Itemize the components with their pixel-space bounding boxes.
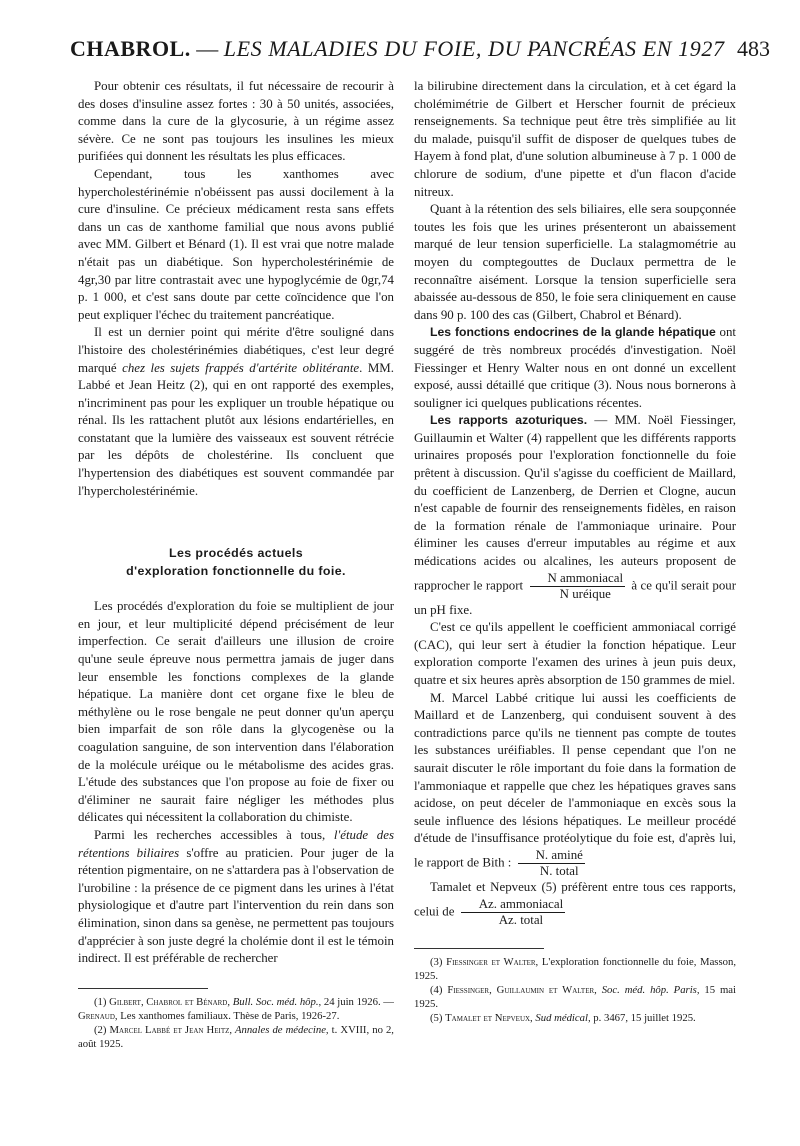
footnote — [414, 955, 736, 983]
footnote-number: (5) — [430, 1011, 446, 1024]
footnote-text: L'exploration fonctionnelle du foie, Masson, 1925. — [414, 955, 736, 982]
footnote — [414, 1011, 736, 1025]
italic-run: l'étude des rétentions biliaires — [78, 827, 394, 860]
fraction — [530, 571, 626, 602]
fraction-denominator: N. total — [539, 863, 579, 878]
paragraph — [414, 412, 736, 619]
text-run: — MM. Noël Fiessinger, Guillaumin et Walter (4) rappellent que les différents rapports urinaires proposés pour l'exploration fonctionnelle du foie prêtent à discussion. Qu'il s'agisse du coefficient de Maillard, du coefficient de Lanzenberg, de Derrien et Clogne, aucun n'est capable de fournir des renseignements fidèles, en raison de la formation rénale de l'ammoniaque urinaire. Pour éliminer les causes d'erreur imputables au régime et aux médications acides ou alcalines, les auteurs proposent de rapprocher le rapport — [414, 413, 736, 593]
paragraph: Pour obtenir ces résultats, il fut nécessaire de recourir à des doses d'insuline assez fortes : 30 à 50 unités, associées, comme dans la cure de la glycosurie, à un régime assez sévère. Ce ne sont pas toujours les insulines les mieux purifiées qui donnent les résultats les plus efficaces. — [78, 79, 394, 164]
footnote — [78, 995, 394, 1023]
text-run: Tamalet et Nepveux (5) préfèrent entre tous ces rapports, celui de — [414, 879, 736, 918]
section-heading-line: d'exploration fonctionnelle du foie. — [126, 564, 346, 579]
text-run: Parmi les recherches accessibles à tous, — [94, 827, 334, 842]
footnote-journal: Soc. méd. hôp. Paris, — [596, 983, 700, 996]
left-column — [78, 78, 394, 1051]
footnote — [414, 983, 736, 1011]
footnote-journal: Sud médical, — [532, 1011, 591, 1024]
footnote-authors: Tamalet et Nepveux, — [445, 1011, 533, 1024]
footnote-journal: Bull. Soc. méd. hôp., — [230, 995, 322, 1008]
footnote-text: 24 juin 1926. — — [321, 995, 394, 1008]
paragraph — [414, 690, 736, 879]
run-in-heading: Les rapports azoturiques. — [430, 413, 588, 428]
italic-run: chez les sujets frappés d'artérite oblitérante — [122, 360, 360, 375]
footnote-text: p. 3467, 15 juillet 1925. — [590, 1011, 696, 1024]
text-run: ont suggéré de très nombreux procédés d'investigation. Noël Fiessinger et Henry Walter nous en ont donné un excellent exposé, aussi détaillé que critique (3). Nous nous bornerons à souligner ici quelques publications récentes. — [414, 325, 736, 410]
footnote-authors: Gilbert, Chabrol et Bénard, — [109, 995, 231, 1008]
header-author: CHABROL. — [70, 36, 191, 61]
header-title: LES MALADIES DU FOIE, DU PANCRÉAS EN 1927 — [223, 36, 725, 61]
text-run: s'offre au praticien. Pour juger de la rétention pigmentaire, on ne s'attardera pas à l'observation de l'urobiline : la présence de ce pigment dans les urines à l'état physiologique et d'autre part l'intervention du rein dans son élimination, sinon dans sa genèse, ne permettent pas toujours d'apprécier à son juste degré la cholémie dont il est le témoin indirect. Il est préférable de rechercher — [78, 845, 395, 966]
fraction-numerator: N. aminé — [518, 848, 585, 864]
footnote-authors: Marcel Labbé et Jean Heitz, — [109, 1023, 233, 1036]
footnote-text: Les xanthomes familiaux. Thèse de Paris, 1926-27. — [117, 1009, 340, 1022]
paragraph — [414, 324, 736, 412]
paragraph: la bilirubine directement dans la circulation, et à cet égard la cholémimétrie de Gilbert et Herscher fournit de précieux renseignements. Sa technique peut être très simplifiée au lit du malade, puisqu'il suffit de disposer de quelques tubes de Hayem à fond plat, d'une solution albumineuse à 7 p. 1 000 de chlorure de sodium, d'une pipette et d'un flacon d'acide nitreux. — [414, 79, 736, 199]
footnote-text: 15 mai 1925. — [414, 983, 736, 1010]
footnote — [78, 1023, 394, 1051]
fraction — [518, 848, 585, 879]
page-number: 483 — [737, 36, 770, 61]
paragraph — [78, 827, 394, 968]
text-run: . MM. Labbé et Jean Heitz (2), qui en ont rapporté des exemples, n'incriminent pas pour les expliquer un trouble hépatique ou rénal. Ils les rattachent plutôt aux lésions endartérielles, en constatant que la lumière des vaisseaux est souvent rétrécie par les dépôts de cholestérine. Ils concluent que l'hypertension des diabétiques est souvent commandée par l'hypercholestérinémie. — [78, 360, 394, 498]
section-heading-line: Les procédés actuels — [168, 546, 304, 561]
footnote-authors: Grenaud, — [78, 1009, 118, 1022]
footnote-rule — [414, 948, 544, 949]
fraction-denominator: Az. total — [498, 912, 544, 927]
run-in-heading: Les fonctions endocrines de la glande hépatique — [430, 325, 716, 340]
section-heading — [78, 544, 394, 580]
fraction-denominator: N uréique — [559, 586, 611, 601]
footnote-number: (1) — [94, 995, 110, 1008]
footnote-text: t. XVIII, no 2, août 1925. — [78, 1023, 394, 1050]
footnote-number: (4) — [430, 983, 448, 996]
footnote-journal: Annales de médecine, — [232, 1023, 329, 1036]
paragraph: C'est ce qu'ils appellent le coefficient ammoniacal corrigé (CAC), qui leur sert à étudier la fonction hépatique. Leur exploration comporte l'examen des urines à jeun puis deux, quatre et six heures après absorption de 150 grammes de miel. — [414, 620, 736, 687]
footnote-authors: Fiessinger et Walter, — [446, 955, 539, 968]
text-run: Il est un dernier point qui mérite d'être souligné dans l'histoire des cholestérinémies diabétiques, c'est leur degré marqué — [78, 325, 394, 375]
fraction-numerator: Az. ammoniacal — [461, 897, 565, 913]
text-run: à ce qu'il serait pour un pH fixe. — [414, 578, 737, 617]
footnote-authors: Fiessinger, Guillaumin et Walter, — [447, 983, 597, 996]
fraction-numerator: N ammoniacal — [530, 571, 626, 587]
paragraph — [414, 879, 736, 928]
running-header — [70, 36, 770, 70]
fraction — [461, 897, 565, 928]
footnote-number: (2) — [94, 1023, 110, 1036]
header-dash: — — [190, 36, 224, 61]
footnote-rule — [78, 988, 208, 989]
paragraph: Quant à la rétention des sels biliaires, elle sera soupçonnée toutes les fois que les urines présenteront un abaissement marqué de leur tension superficielle. La stalagmométrie au moyen du comptegouttes de Duclaux permettra de le reconnaître aisément. Lorsque la tension superficielle sera abaissée au-dessous de 850, le foie sera cliniquement en cause dans 90 p. 100 des cas (Gilbert, Chabrol et Bénard). — [414, 202, 736, 322]
paragraph: Les procédés d'exploration du foie se multiplient de jour en jour, et leur multiplicité dépend précisément de leur imperfection. Ce serait d'ailleurs une illusion de croire qu'une seule épreuve nous permettra jamais de juger dans leur ensemble les fonctions complexes de la glande hépatique. La manière dont cet organe fixe le bleu de méthylène ou le rose bengale ne peut donner qu'un aperçu bien imparfait de son rôle dans la glycogenèse ou la coagulation sanguine, de son intervention dans l'élaboration de la molécule uréique ou le métabolisme des acides gras. L'étude des substances que l'on propose au foie de fixer ou d'éliminer ne saurait faire négliger les méthodes plus délicates qui nécessitent la collaboration du chimiste. — [78, 599, 394, 825]
paragraph: Cependant, tous les xanthomes avec hypercholestérinémie n'obéissent pas aussi docilement à la cure d'insuline. Ce précieux médicament resta sans effets dans un cas de xanthome familial que nous avons publié avec MM. Gilbert et Bénard (1). Il est vrai que notre malade n'était pas un diabétique. Son hypercholestérinémie de 4gr,30 par litre contrastait avec une hypoglycémie de 0gr,74 p. 1 000, et c'est sans doute par cette coïncidence que l'on peut expliquer l'échec du traitement pancréatique. — [78, 166, 394, 322]
footnote-number: (3) — [430, 955, 447, 968]
right-column — [414, 78, 736, 1025]
paragraph — [78, 324, 394, 500]
text-run: M. Marcel Labbé critique lui aussi les coefficients de Maillard et de Lanzenberg, qui conduisent souvent à des contradictions parce qu'ils ne tiennent pas compte de toutes les substances uréifiables. Il pense cependant que l'on ne saurait discuter le rôle important du foie dans la formation de l'ammoniaque et rappelle que chez les hépatiques graves sans acidose, on peut déceler de l'ammoniaque en excès sous la seule influence des lésions hépatiques. Le meilleur procédé d'étude de l'insuffisance protéolytique du foie est, d'après lui, le rapport de Bith : — [414, 690, 736, 870]
